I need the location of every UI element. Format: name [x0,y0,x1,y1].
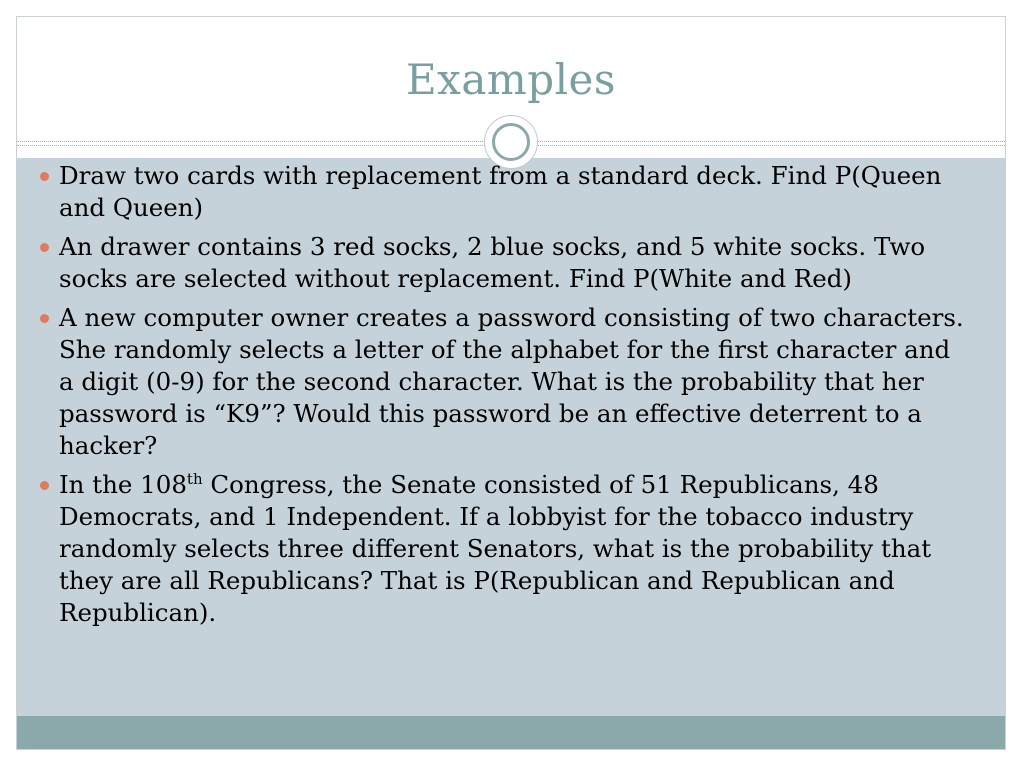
bullet-item [40,302,970,462]
footer-band [17,716,1005,750]
round-bullet-icon [40,172,49,181]
round-bullet-icon [40,314,49,323]
ordinal-superscript: th [186,469,203,488]
bullet-text: A new computer owner creates a password consisting of two characters. She randomly selects a letter of the alphabet for the first character and a digit (0-9) for the second character. What is the probability that her password is “K9”? Would this password be an effective deterrent to a hacker? [59,303,964,460]
bullet-text [59,470,931,627]
bullet-item [40,469,970,629]
ornament-inner-ring [492,123,530,161]
round-bullet-icon [40,481,49,490]
bullet-item [40,160,970,224]
bullet-text-end: Congress, the Senate consisted of 51 Republicans, 48 Democrats, and 1 Independent. If a lobbyist for the tobacco industry randomly selects three different Senators, what is the probability that they are all Republicans? That is P(Republican and Republican and Republican). [59,470,932,627]
bullet-text: An drawer contains 3 red socks, 2 blue socks, and 5 white socks. Two socks are selected without replacement. Find P(White and Red) [59,232,926,293]
bullet-item [40,231,970,295]
bullet-text-start: In the 108 [59,470,187,499]
bullet-list [40,160,970,636]
slide-title: Examples [406,55,616,104]
round-bullet-icon [40,243,49,252]
bullet-text: Draw two cards with replacement from a standard deck. Find P(Queen and Queen) [59,161,942,222]
